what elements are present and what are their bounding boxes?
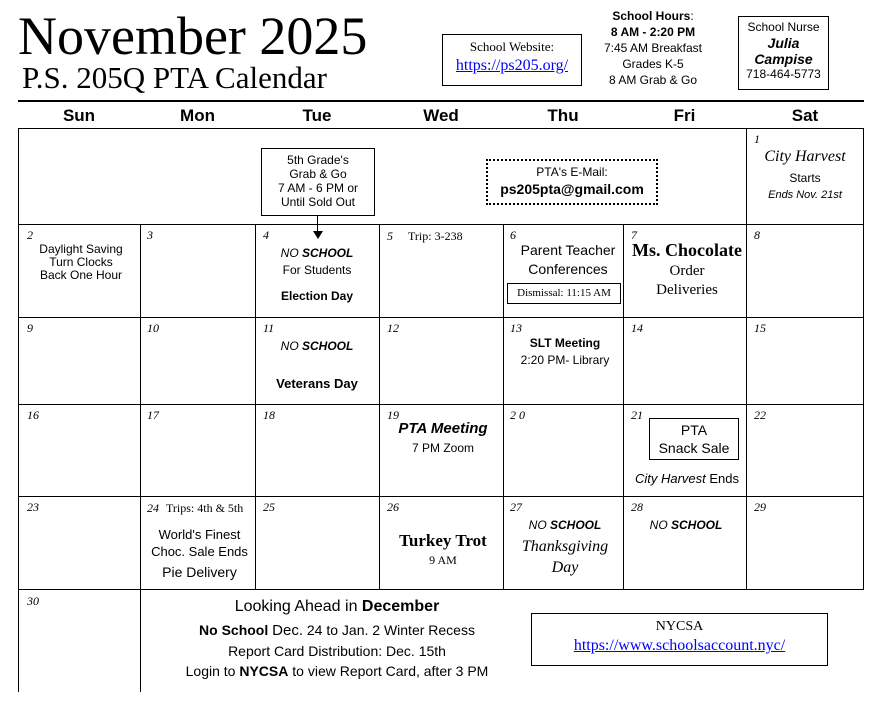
no-school-bold: No School bbox=[199, 622, 269, 638]
winter-recess-text: Dec. bbox=[272, 622, 303, 639]
school-website-box bbox=[442, 34, 582, 86]
winter-recess-note bbox=[140, 622, 534, 639]
day-number: 10 bbox=[147, 321, 159, 335]
grid-line bbox=[18, 404, 864, 405]
arrow-shaft bbox=[317, 216, 318, 231]
day-number: 15 bbox=[754, 321, 766, 335]
daylight-saving-line: Daylight Saving bbox=[39, 242, 123, 256]
no-school-text: NO bbox=[649, 518, 671, 532]
day-number: 27 bbox=[510, 500, 522, 514]
day-number: 2 bbox=[27, 228, 33, 242]
day-number: 8 bbox=[754, 228, 760, 242]
winter-recess-text: 24 to Jan. 2 Winter Recess bbox=[303, 622, 475, 638]
pta-meeting-time: 7 PM Zoom bbox=[411, 441, 474, 455]
no-school-label bbox=[623, 518, 749, 532]
no-school-text: NO bbox=[280, 339, 302, 353]
ms-chocolate-order bbox=[623, 262, 751, 300]
calendar-subtitle: P.S. 205Q PTA Calendar bbox=[22, 60, 327, 95]
grid-line bbox=[18, 128, 864, 129]
nycsa-login-bold: NYCSA bbox=[239, 663, 289, 679]
report-card-note: Report Card Distribution: Dec. 15th bbox=[228, 643, 446, 659]
header-divider bbox=[18, 100, 864, 102]
grab-go-line: 5th Grade's bbox=[287, 153, 349, 167]
weekday-fri: Fri bbox=[673, 106, 696, 125]
school-hours-breakfast: 7:45 AM Breakfast bbox=[603, 41, 703, 55]
conference-line: Parent Teacher bbox=[520, 242, 616, 258]
grab-go-line: Grab & Go bbox=[289, 167, 347, 181]
no-school-label bbox=[255, 339, 379, 353]
day-number: 24 bbox=[147, 501, 159, 515]
no-school-label bbox=[255, 246, 379, 260]
school-hours-grades: Grades K-5 bbox=[622, 57, 684, 71]
arrow-down-icon bbox=[313, 231, 323, 239]
weekday-wed: Wed bbox=[423, 106, 459, 125]
no-school-label bbox=[503, 518, 627, 532]
school-hours-grab-go: 8 AM Grab & Go bbox=[608, 73, 698, 87]
day-number: 2 0 bbox=[510, 408, 525, 422]
day-number: 13 bbox=[510, 321, 522, 335]
slt-meeting-title: SLT Meeting bbox=[529, 336, 601, 350]
daylight-saving-note bbox=[18, 243, 144, 282]
nurse-first-name: Julia bbox=[767, 35, 800, 51]
day-number: 3 bbox=[147, 228, 153, 242]
daylight-saving-line: Turn Clocks bbox=[49, 255, 113, 269]
weekday-sun: Sun bbox=[62, 106, 96, 125]
nurse-last-name: Campise bbox=[754, 51, 813, 67]
turkey-trot-time: 9 AM bbox=[429, 553, 457, 567]
no-school-text: SCHOOL bbox=[302, 339, 354, 353]
thanksgiving-line: Thanksgiving bbox=[521, 538, 609, 555]
day-number: 18 bbox=[263, 408, 275, 422]
parent-teacher-conferences bbox=[503, 241, 633, 279]
day-number: 12 bbox=[387, 321, 399, 335]
weekday-sat: Sat bbox=[791, 106, 819, 125]
day-number: 28 bbox=[631, 500, 643, 514]
day-number: 19 bbox=[387, 408, 399, 422]
day-number: 14 bbox=[631, 321, 643, 335]
snack-sale-line: PTA bbox=[680, 422, 708, 438]
conference-line: Conferences bbox=[528, 261, 608, 277]
day-number: 29 bbox=[754, 500, 766, 514]
turkey-trot-title: Turkey Trot bbox=[399, 531, 487, 550]
day-number: 11 bbox=[263, 321, 275, 335]
nycsa-link[interactable]: https://www.schoolsaccount.nyc/ bbox=[573, 637, 786, 654]
looking-ahead-month: December bbox=[361, 598, 440, 615]
day-number: 6 bbox=[510, 228, 516, 242]
day-number: 22 bbox=[754, 408, 766, 422]
nurse-title: School Nurse bbox=[747, 20, 820, 34]
no-school-text: SCHOOL bbox=[550, 518, 602, 532]
school-website-link[interactable]: https://ps205.org/ bbox=[455, 57, 569, 74]
day-number: 23 bbox=[27, 500, 39, 514]
pie-delivery-label: Pie Delivery bbox=[162, 564, 237, 580]
day-number: 30 bbox=[27, 594, 39, 608]
chocolate-sale-line: World's Finest bbox=[158, 527, 241, 542]
snack-sale-line: Snack Sale bbox=[658, 440, 730, 456]
day-number: 26 bbox=[387, 500, 399, 514]
city-harvest-title: City Harvest bbox=[764, 148, 846, 165]
pta-email-box bbox=[486, 159, 658, 205]
school-hours-title: School Hours bbox=[612, 9, 691, 23]
ms-chocolate-title: Ms. Chocolate bbox=[632, 240, 742, 260]
dismissal-box: Dismissal: 11:15 AM bbox=[507, 283, 621, 304]
looking-ahead-title bbox=[140, 598, 534, 616]
school-nurse-box bbox=[738, 16, 829, 90]
city-harvest-text: Ends bbox=[705, 471, 740, 486]
city-harvest-ends-note: Ends Nov. 21st bbox=[768, 189, 842, 201]
ms-chocolate-line: Deliveries bbox=[656, 282, 718, 298]
school-hours: School Hours: 8 AM - 2:20 PM 7:45 AM Breakfast Grades K-5 8 AM Grab & Go bbox=[592, 8, 714, 88]
looking-ahead-text: Looking Ahead in bbox=[234, 598, 362, 615]
thanksgiving-line: Day bbox=[551, 559, 579, 576]
day-number: 21 bbox=[631, 408, 643, 422]
grab-go-line: Until Sold Out bbox=[280, 195, 356, 209]
day-number: 5 bbox=[387, 229, 393, 243]
trip-label: Trip: 3-238 bbox=[408, 229, 463, 243]
calendar-title: November 2025 bbox=[18, 6, 368, 66]
nycsa-login-text: Login to bbox=[185, 663, 240, 679]
chocolate-sale-note bbox=[140, 526, 259, 560]
day-number: 16 bbox=[27, 408, 39, 422]
day-number: 9 bbox=[27, 321, 33, 335]
pta-meeting-title: PTA Meeting bbox=[398, 420, 488, 437]
thanksgiving-label bbox=[503, 536, 627, 578]
no-school-text: SCHOOL bbox=[671, 518, 723, 532]
nycsa-box bbox=[531, 613, 828, 666]
grid-line bbox=[18, 128, 19, 692]
day-number: 4 bbox=[263, 228, 269, 242]
school-hours-time: 8 AM - 2:20 PM bbox=[610, 25, 696, 39]
day-number: 7 bbox=[631, 228, 637, 242]
election-day-label: Election Day bbox=[280, 289, 354, 303]
no-school-text: SCHOOL bbox=[302, 246, 354, 260]
city-harvest-text: City Harvest bbox=[634, 471, 706, 486]
grab-go-line: 7 AM - 6 PM or bbox=[277, 181, 359, 195]
chocolate-sale-line: Choc. Sale Ends bbox=[151, 544, 248, 559]
daylight-saving-line: Back One Hour bbox=[39, 268, 123, 282]
nycsa-label: NYCSA bbox=[655, 619, 704, 634]
grid-line bbox=[18, 317, 864, 318]
weekday-tue: Tue bbox=[302, 106, 332, 125]
day-number: 1 bbox=[754, 132, 760, 146]
school-website-label: School Website: bbox=[469, 39, 555, 54]
trips-label: Trips: 4th & 5th bbox=[166, 501, 244, 515]
city-harvest-ends bbox=[623, 471, 751, 486]
day-number: 17 bbox=[147, 408, 159, 422]
veterans-day-label: Veterans Day bbox=[276, 376, 358, 391]
for-students-label: For Students bbox=[282, 263, 352, 277]
weekday-mon: Mon bbox=[180, 106, 215, 125]
weekday-thu: Thu bbox=[547, 106, 579, 125]
no-school-text: NO bbox=[528, 518, 550, 532]
slt-meeting-time: 2:20 PM- Library bbox=[520, 353, 610, 367]
grid-line bbox=[18, 224, 864, 225]
city-harvest-starts: Starts bbox=[789, 171, 821, 185]
nycsa-login-note bbox=[140, 663, 534, 679]
pta-snack-sale-box bbox=[649, 418, 739, 460]
grab-go-box bbox=[261, 148, 375, 216]
nurse-phone: 718-464-5773 bbox=[746, 67, 821, 81]
no-school-text: NO bbox=[280, 246, 302, 260]
grid-line bbox=[18, 589, 864, 590]
pta-email-label: PTA's E-Mail: bbox=[536, 165, 608, 179]
grid-line bbox=[18, 496, 864, 497]
ms-chocolate-line: Order bbox=[669, 263, 705, 279]
pta-email-address[interactable]: ps205pta@gmail.com bbox=[500, 181, 644, 197]
day-number: 25 bbox=[263, 500, 275, 514]
nycsa-login-text: to view Report Card, after 3 PM bbox=[288, 663, 489, 679]
